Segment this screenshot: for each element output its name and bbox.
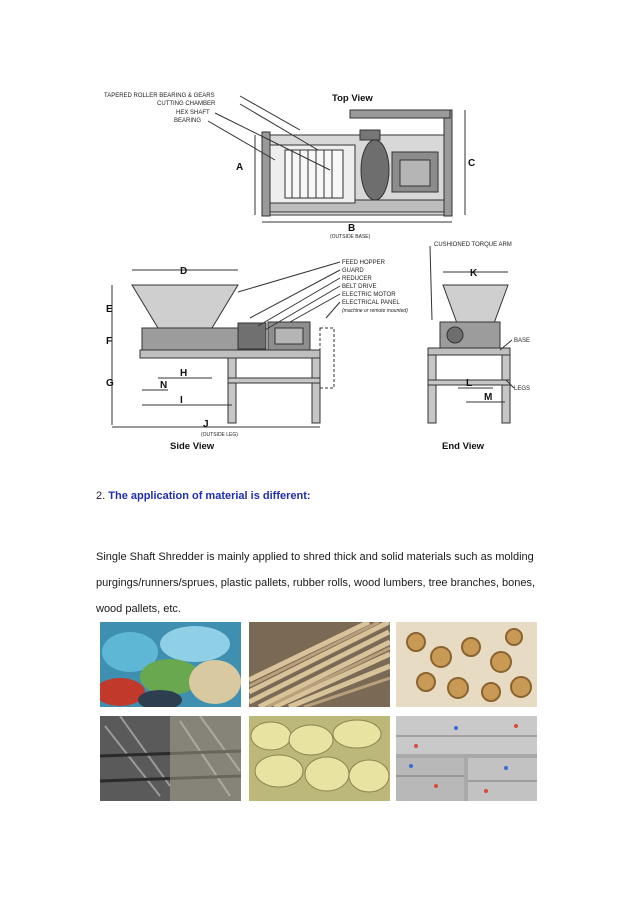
photo-paper-tubes <box>396 622 537 707</box>
paragraph-line-3: wood pallets, etc. <box>96 603 181 615</box>
dim-a: A <box>236 162 244 173</box>
dim-b: B <box>348 223 356 234</box>
section-number: 2. <box>96 490 106 502</box>
side-view-drawing <box>132 285 334 423</box>
panel-note: (machine or remote mounted) <box>342 308 408 314</box>
label-bearing: BEARING <box>174 118 202 124</box>
label-reducer: REDUCER <box>342 276 372 282</box>
label-tapered-roller-bearing: TAPERED ROLLER BEARING & GEARS <box>104 93 215 99</box>
label-electrical-panel: ELECTRICAL PANEL <box>342 300 400 306</box>
dim-g: G <box>106 378 114 389</box>
photo-aluminum-bales <box>396 716 537 801</box>
dim-h: H <box>180 368 188 379</box>
dim-l: L <box>466 378 473 389</box>
dim-d: D <box>180 266 188 277</box>
label-cushioned-torque-arm: CUSHIONED TORQUE ARM <box>434 242 512 248</box>
section-heading <box>96 490 311 502</box>
label-hex-shaft: HEX SHAFT <box>176 110 210 116</box>
photo-metal-bale <box>100 716 241 801</box>
paragraph-line-1: Single Shaft Shredder is mainly applied to shred thick and solid materials such as molding <box>96 551 534 563</box>
label-feed-hopper: FEED HOPPER <box>342 260 386 266</box>
dim-n: N <box>160 380 168 391</box>
dim-i: I <box>180 395 183 406</box>
dim-m: M <box>484 392 493 403</box>
paragraph-line-2: purgings/runners/sprues, plastic pallets, rubber rolls, wood lumbers, tree branches, bones, <box>96 577 536 589</box>
section-paragraph <box>96 544 566 622</box>
end-view-title: End View <box>442 441 485 452</box>
label-guard: GUARD <box>342 268 364 274</box>
label-legs: LEGS <box>514 386 531 392</box>
photo-tree-branches <box>249 622 390 707</box>
label-base: BASE <box>514 338 531 344</box>
side-view-title: Side View <box>170 441 215 452</box>
dim-j: J <box>203 419 209 430</box>
label-cutting-chamber: CUTTING CHAMBER <box>157 101 216 107</box>
dim-k: K <box>470 268 478 279</box>
photo-plastic-purgings <box>100 622 241 707</box>
top-view-title: Top View <box>332 93 373 104</box>
dim-c: C <box>468 158 476 169</box>
dim-e: E <box>106 304 113 315</box>
outside-base-note: (OUTSIDE BASE) <box>330 234 371 240</box>
section-title: The application of material is different: <box>108 490 311 502</box>
label-electric-motor: ELECTRIC MOTOR <box>342 292 396 298</box>
photo-yellow-bale <box>249 716 390 801</box>
dim-f: F <box>106 336 113 347</box>
outside-leg-note: (OUTSIDE LEG) <box>201 432 238 438</box>
label-belt-drive: BELT DRIVE <box>342 284 377 290</box>
top-view-drawing <box>262 110 452 216</box>
